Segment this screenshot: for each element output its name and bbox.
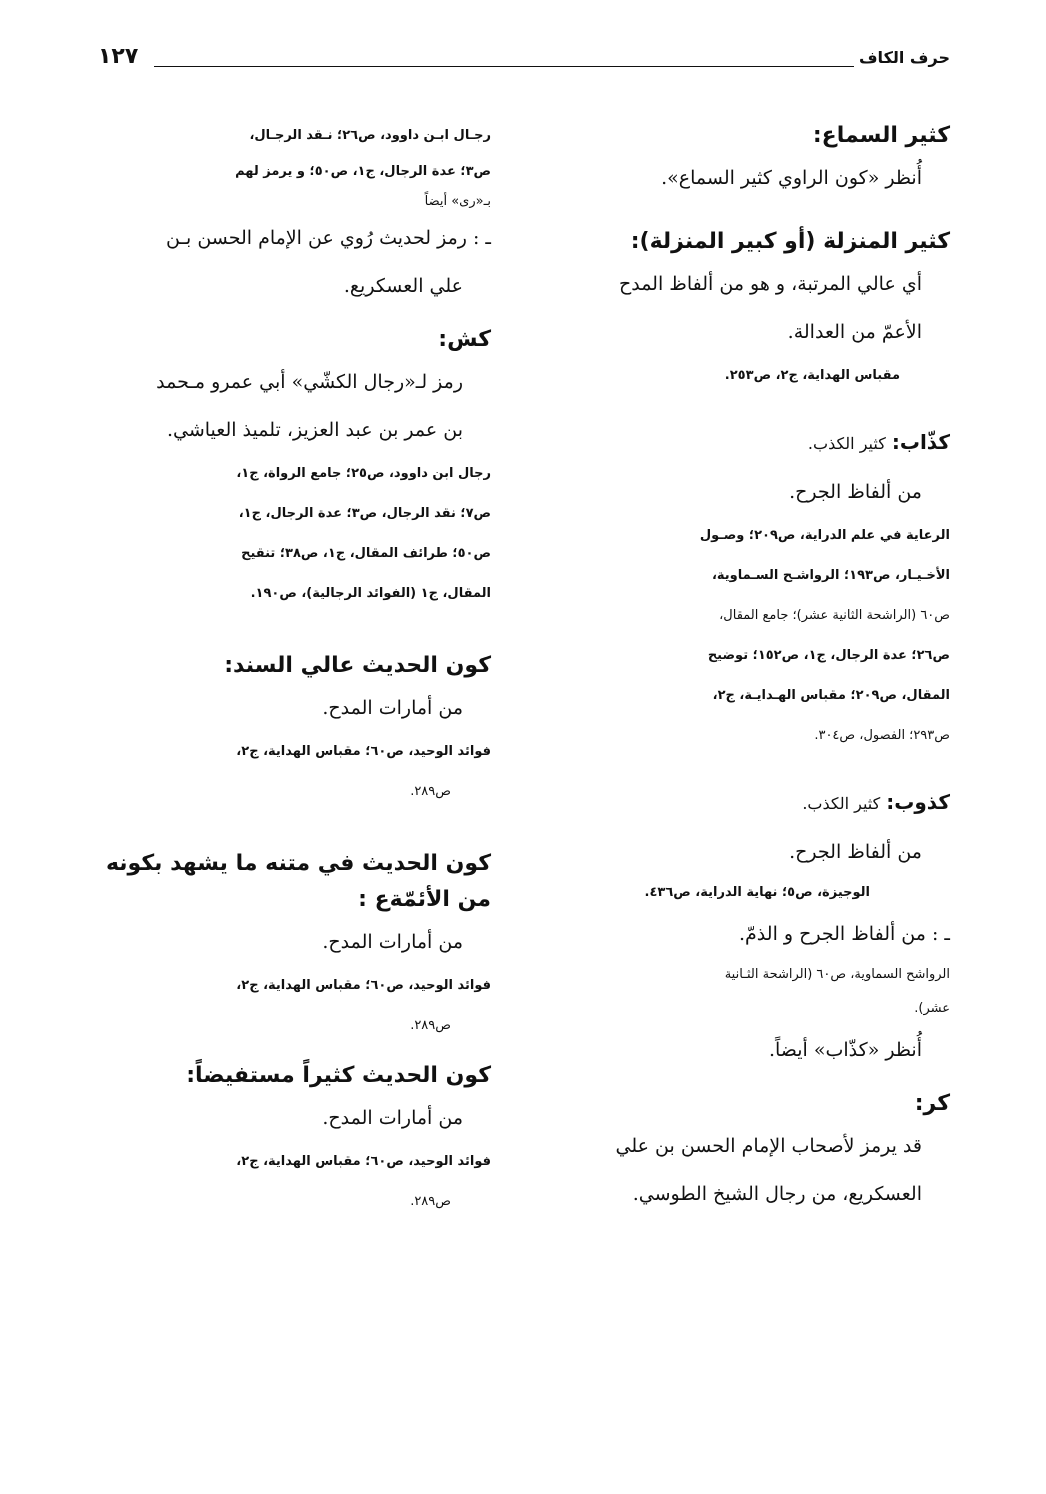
entry-text: أُنظر «كذّاب» أيضاً. [768,1039,922,1061]
entry-kathir-al-manzila [554,224,950,396]
entry-text: من أمارات المدح. [322,931,463,953]
entry-term: كون الحديث في متنه ما يشهد بكونه [105,851,491,876]
entry-text: من ألفاظ الجرح. [789,841,922,863]
entry-source: رجـال ابـن داوود، ص٢٦؛ نـقد الرجـال، [249,128,491,143]
entry-source: ص٢٩٣؛ الفصول، ص٣٠٤. [814,728,950,743]
left-column [91,118,491,1222]
entry-term: كثير السماع: [812,123,950,148]
entry-source: المقال، ص٢٠٩؛ مقباس الهـدايـة، ج٢، [712,688,950,703]
entry-text: ـ : من ألفاظ الجرح و الذمّ. [739,923,950,945]
entry-source: ص٢٨٩. [410,784,451,799]
entry-widespread-hadith [91,1058,491,1222]
chapter-title: حرف الكاف [858,48,950,67]
entry-term: كثير المنزلة (أو كبير المنزلة): [630,229,950,254]
entry-high-chain [91,648,491,812]
entry-source: ص٢٨٩. [410,1194,451,1209]
entry-text: من أمارات المدح. [322,1107,463,1129]
entry-source: ص٥٠؛ طرائف المقال، ج١، ص٣٨؛ تنقيح [241,546,491,561]
entry-term: كش: [438,327,491,352]
entry-kathir-al-sama [554,118,950,202]
entry-source: الوجيزة، ص٥؛ نهاية الدراية، ص٤٣٦. [644,885,870,900]
entry-definition: كثير الكذب. [802,794,881,813]
entry-text: أُنظر «كون الراوي كثير السماع». [661,167,922,189]
entry-source: مقباس الهداية، ج٢، ص٢٥٣. [724,368,900,383]
entry-kadhdhab [554,418,950,756]
entry-source: فوائد الوحيد، ص٦٠؛ مقباس الهداية، ج٢، [236,744,491,759]
entry-source: عشر). [914,1001,950,1016]
entry-continued-sources [91,118,491,310]
entry-source: بـ«رى» أيضاً [424,194,491,209]
entry-term: كون الحديث عالي السند: [224,653,491,678]
entry-source: ص٦٠ (الراشحة الثانية عشر)؛ جامع المقال، [719,608,950,623]
page-number: ١٢٧ [98,44,139,69]
entry-source: الرعاية في علم الدراية، ص٢٠٩؛ وصـول [699,528,950,543]
right-column [554,118,950,1218]
entry-text: من ألفاظ الجرح. [789,481,922,503]
entry-text: أي عالي المرتبة، و هو من ألفاظ المدح [618,273,922,295]
entry-kadhub [554,778,950,1074]
entry-text: ـ : رمز لحديث رُوي عن الإمام الحسن بـن [165,227,491,249]
entry-source: فوائد الوحيد، ص٦٠؛ مقباس الهداية، ج٢، [236,978,491,993]
entry-source: ص٢٨٩. [410,1018,451,1033]
entry-source: المقال، ج١ (الفوائد الرجالية)، ص١٩٠. [250,586,491,601]
entry-source: الأخـيـار، ص١٩٣؛ الرواشـح السـماوية، [711,568,950,583]
entry-term: كذّاب: [891,430,950,454]
entry-source: الرواشح السماوية، ص٦٠ (الراشحة الثـانية [724,967,950,982]
entry-text-attests-imams [91,846,491,1046]
entry-kar [554,1086,950,1218]
entry-term: كر: [914,1091,950,1116]
entry-kash [91,322,491,614]
entry-text: من أمارات المدح. [322,697,463,719]
entry-definition: كثير الكذب. [807,434,886,453]
entry-text: العسكريع، من رجال الشيخ الطوسي. [632,1183,922,1205]
entry-source: ص٧؛ نقد الرجال، ص٣؛ عدة الرجال، ج١، [238,506,491,521]
entry-source: ص٣؛ عدة الرجال، ج١، ص٥٠؛ و يرمز لهم [235,164,491,179]
entry-text: رمز لـ«رجال الكشّي» أبي عمرو مـحمد [156,371,463,393]
entry-text: الأعمّ من العدالة. [787,321,922,343]
entry-term: كذوب: [886,790,950,814]
entry-definition-line [554,778,950,828]
entry-source: رجال ابن داوود، ص٢٥؛ جامع الرواة، ج١، [236,466,491,481]
entry-text: قد يرمز لأصحاب الإمام الحسن بن علي [615,1135,922,1157]
entry-term: من الأئمّةع : [358,887,491,912]
running-header [98,44,950,78]
entry-source: فوائد الوحيد، ص٦٠؛ مقباس الهداية، ج٢، [236,1154,491,1169]
entry-text: بن عمر بن عبد العزيز، تلميذ العياشي. [166,419,463,441]
entry-term: كون الحديث كثيراً مستفيضاً: [186,1063,491,1088]
entry-definition-line [554,418,950,468]
entry-text: علي العسكريع. [343,275,463,297]
entry-source: ص٢٦؛ عدة الرجال، ج١، ص١٥٢؛ توضيح [707,648,950,663]
header-rule [154,66,854,67]
